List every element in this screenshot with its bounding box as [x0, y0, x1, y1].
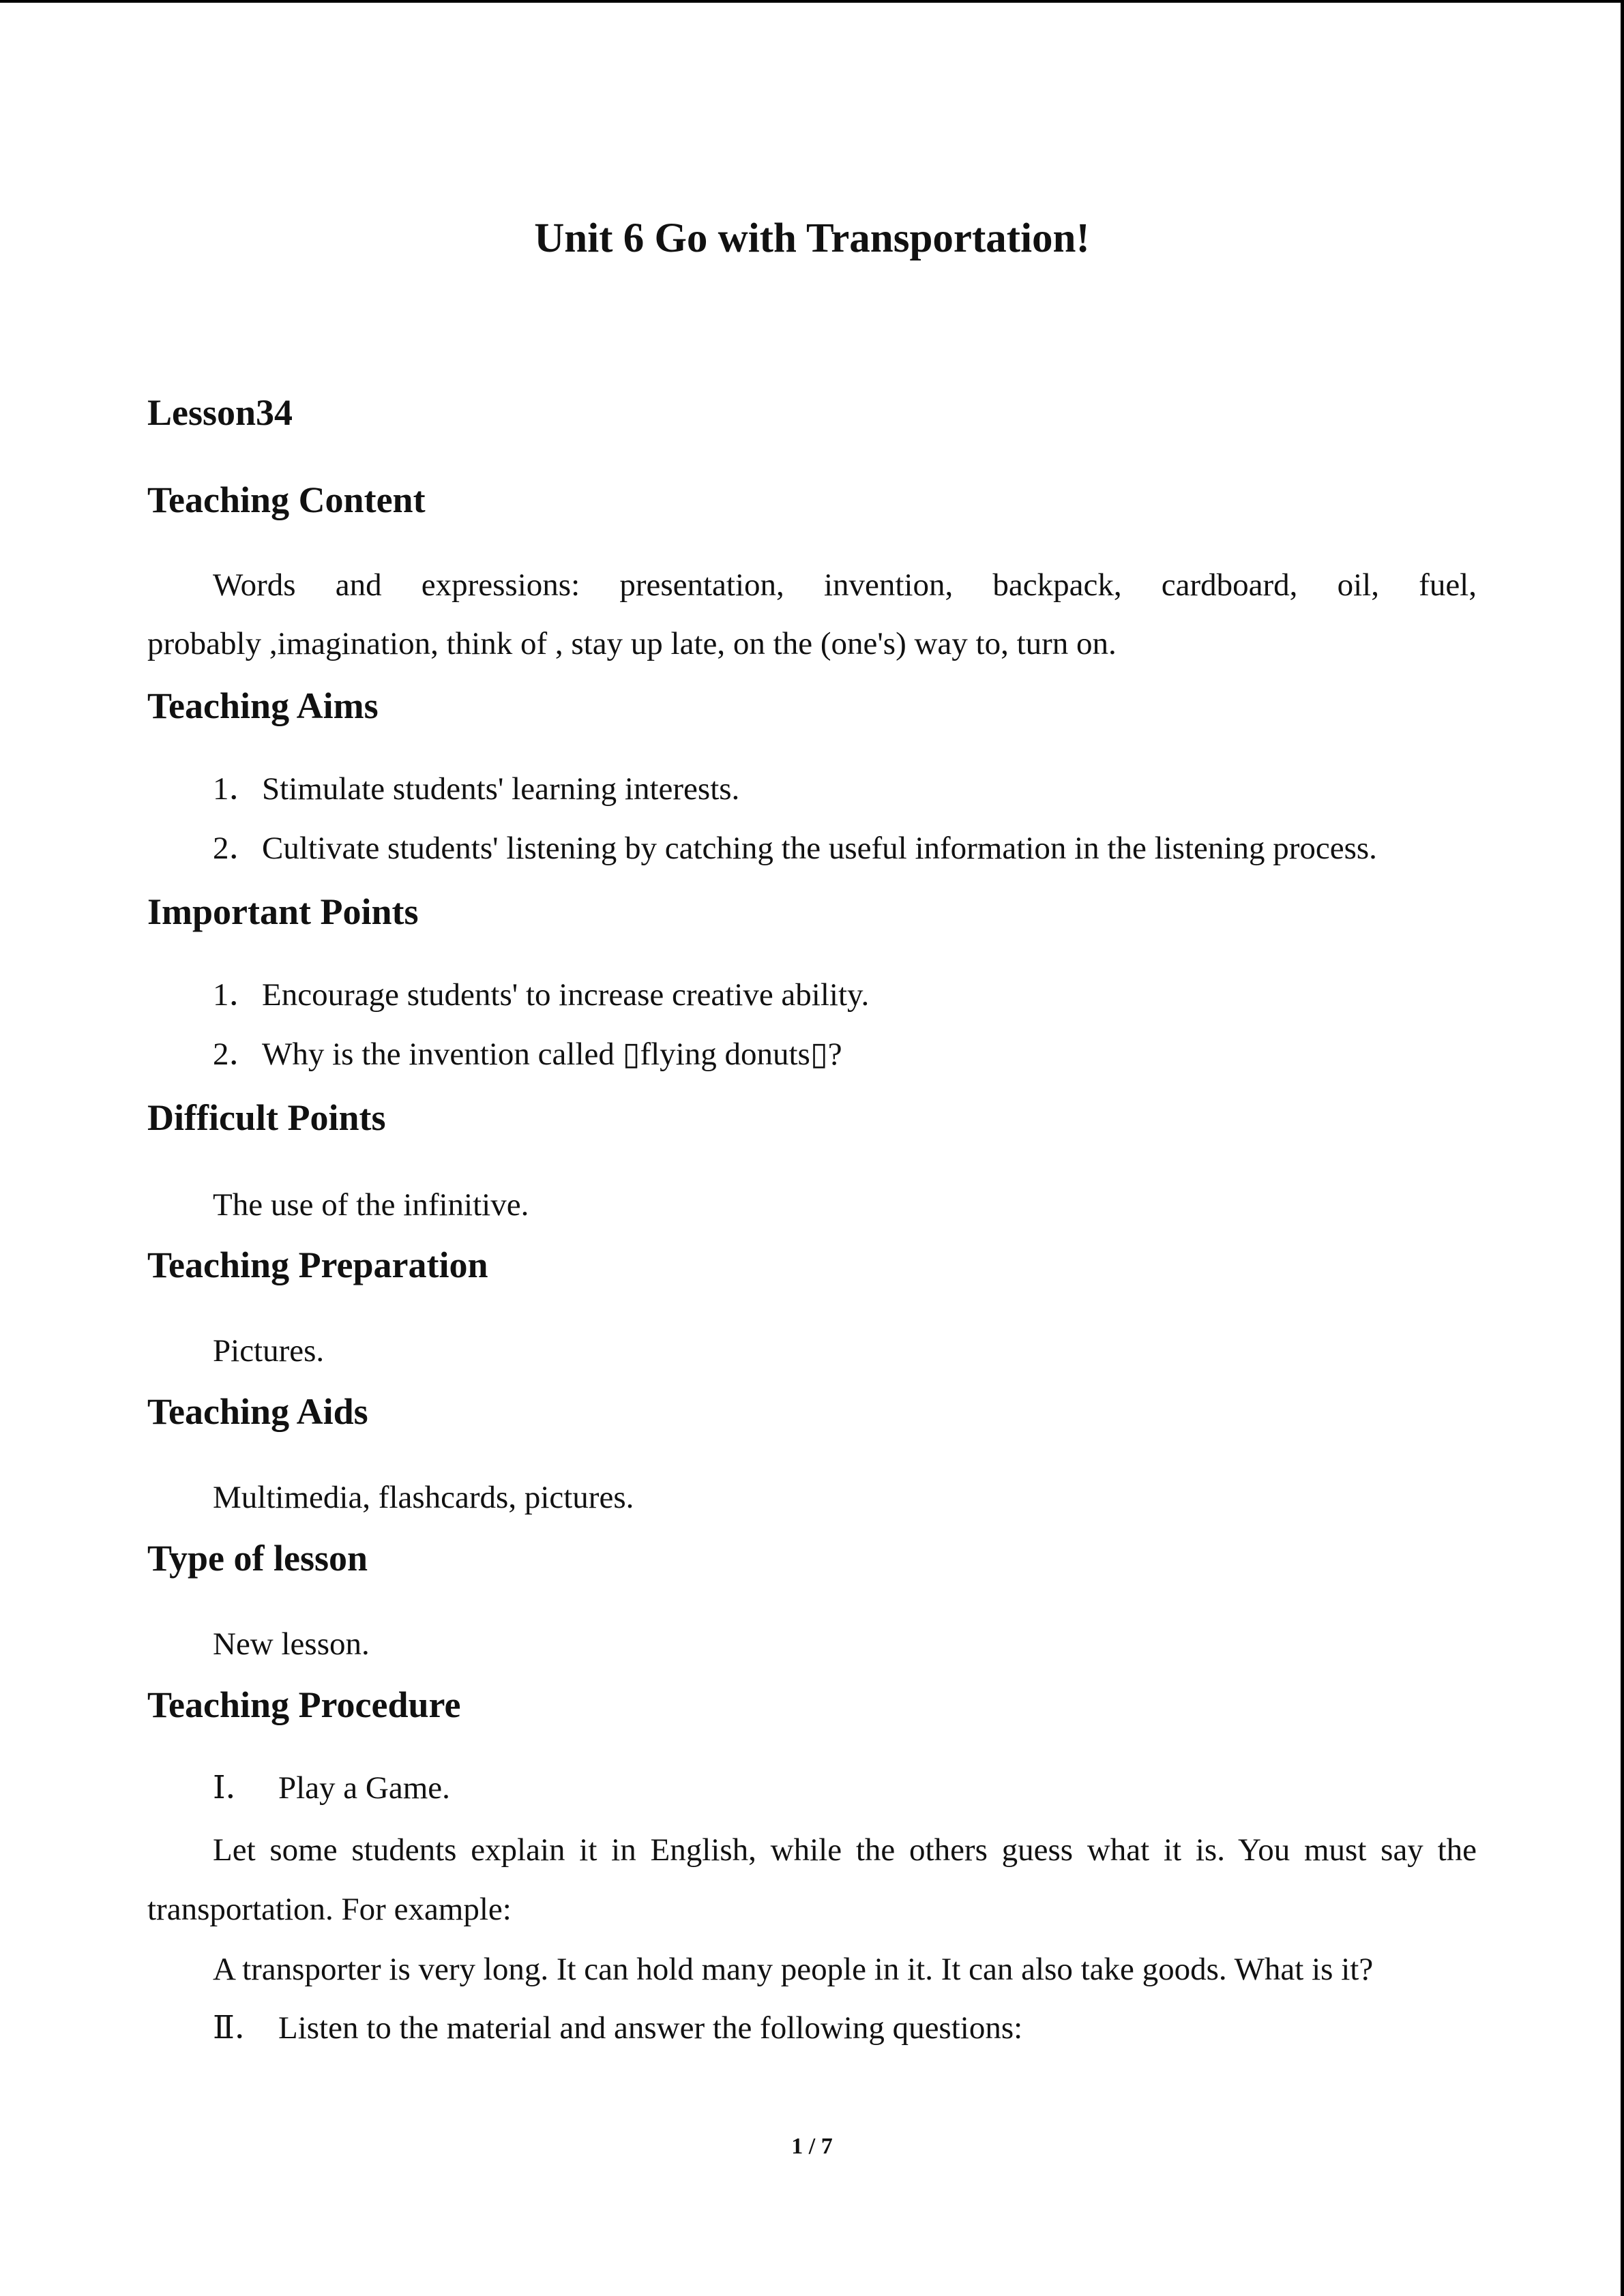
- type-of-lesson-text: New lesson.: [213, 1626, 370, 1662]
- list-text: Encourage students' to increase creative ability.: [262, 977, 870, 1013]
- procedure-paragraph-line-2: transportation. For example:: [147, 1892, 512, 1927]
- teaching-content-line-1: Words and expressions: presentation, invention, backpack, cardboard, oil, fuel,: [213, 567, 1477, 603]
- teaching-content-heading: Teaching Content: [147, 479, 426, 520]
- important-points-heading: Important Points: [147, 891, 419, 932]
- teaching-aims-item-2: [213, 828, 1377, 869]
- teaching-aids-text: Multimedia, flashcards, pictures.: [213, 1480, 634, 1515]
- difficult-points-heading: Difficult Points: [147, 1097, 386, 1138]
- step-number: Ⅱ．: [213, 2010, 267, 2046]
- type-of-lesson-heading: Type of lesson: [147, 1538, 368, 1579]
- step-title: Play a Game.: [278, 1770, 450, 1806]
- teaching-aims-heading: Teaching Aims: [147, 685, 379, 726]
- procedure-example: A transporter is very long. It can hold many people in it. It can also take goods. What is it?: [213, 1952, 1374, 1987]
- teaching-content-line-2: probably ,imagination, think of , stay up late, on the (one's) way to, turn on.: [147, 626, 1117, 661]
- step-number: Ⅰ．: [213, 1770, 258, 1806]
- list-text: Cultivate students' listening by catching the useful information in the listening process.: [262, 831, 1377, 866]
- list-number: 1．: [213, 977, 261, 1013]
- procedure-step-2: [213, 2008, 1022, 2048]
- difficult-points-text: The use of the infinitive.: [213, 1187, 529, 1223]
- teaching-preparation-heading: Teaching Preparation: [147, 1244, 488, 1285]
- procedure-step-1: [213, 1768, 450, 1808]
- list-number: 2．: [213, 1037, 261, 1072]
- teaching-preparation-text: Pictures.: [213, 1333, 325, 1369]
- list-text: Stimulate students' learning interests.: [262, 771, 740, 807]
- page-number: 1 / 7: [791, 2134, 833, 2159]
- page-right-border: [1621, 0, 1624, 2296]
- list-number: 2．: [213, 831, 261, 866]
- page-top-border: [0, 0, 1624, 3]
- list-number: 1．: [213, 771, 261, 807]
- teaching-procedure-heading: Teaching Procedure: [147, 1684, 461, 1725]
- list-text: Why is the invention called ▯flying donuts▯?: [262, 1037, 842, 1072]
- document-title: Unit 6 Go with Transportation!: [534, 215, 1090, 261]
- important-points-item-2: [213, 1034, 842, 1075]
- lesson-heading: Lesson34: [147, 392, 293, 433]
- teaching-aids-heading: Teaching Aids: [147, 1391, 368, 1432]
- teaching-aims-item-1: [213, 769, 739, 809]
- important-points-item-1: [213, 974, 869, 1015]
- step-title: Listen to the material and answer the following questions:: [278, 2010, 1023, 2046]
- procedure-paragraph-line-1: Let some students explain it in English, while the others guess what it is. You must say the: [213, 1832, 1477, 1868]
